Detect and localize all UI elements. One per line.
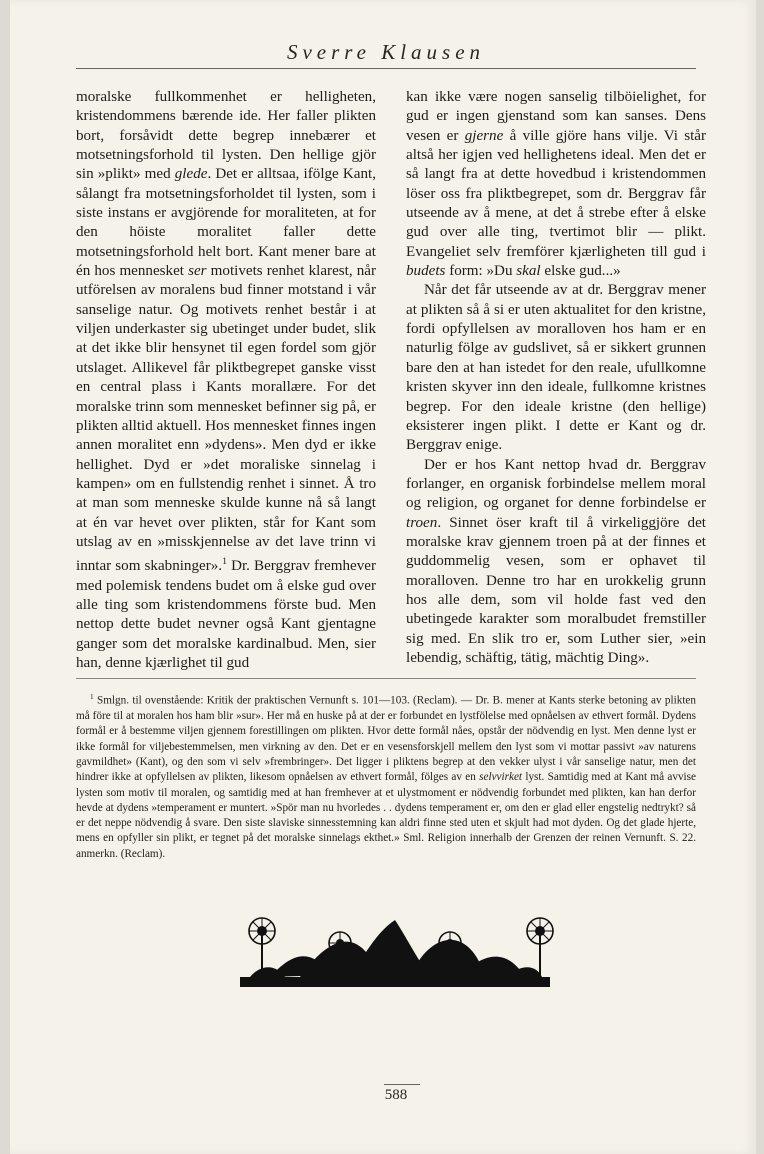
paragraph — [406, 281, 706, 455]
text-run: . Sinnet öser kraft til å virkeliggjöre det moralske krav gjennem troen på at der finnes et guddommelig vesen, som er ophavet til moralloven. Denne tro har en urokkelig grunn hos alle dem, som vil holde fast ved den ubetingede karakter som moralbudet fremstiller sig med. En slik tro er, som Luther sier, »ein lebendig, schäftig, tätig, mächtig Ding». — [406, 514, 706, 666]
text-run: lyst. Samtidig med at Kant må avvise lysten som motiv til moralen, og samtidig med at han fremhever at et ulystmoment er nödvendig forbundet med plikten, kan han derfor hevde at dydens »temperament er muntert. »Spör man nu hvorledes . . dydens temperament er, om den er glad eller engstelig nedtrykt? så er det neppe nödvendig å svare. Den siste slaviske sinnesstemning kan aldri finne sted uten et skjult had mot dyden. Og det glade hjerte, mens en opfyller sin plikt, er tegnet på det moralske sinnelags ekthet.» Sml. Religion innerhalb der Grenzen der reinen Vernunft. S. 22. anmerkn. (Reclam). — [76, 771, 696, 860]
header-rule — [76, 68, 696, 69]
footnote-paragraph — [76, 690, 696, 862]
text-run: moralske fullkommenhet er helligheten, kristendommens bærende ide. Her faller plikten bort, forsåvidt dette begrep innebærer et motsetningsforhold til lysten. Den hellige gjör sin »plikt» med — [76, 89, 376, 183]
emphasis-text: ser — [188, 263, 207, 280]
text-run: Dr. Berggrav fremhever med polemisk tendens budet om å elske gud over alle ting som kristendommens förste bud. Men nettop dette budet nevner også Kant gjentagne ganger som det moralske kardinalbud. Men, sier han, denne kjærlighet til gud — [76, 558, 376, 671]
emphasis-text: skal — [516, 263, 541, 280]
page-number: 588 — [384, 1087, 408, 1103]
footnote-marker: 1 — [222, 556, 227, 568]
text-run: Smlgn. til ovenstående: Kritik der praktischen Vernunft s. 101—103. (Reclam). — Dr. B. mener at Kants sterke betoning av plikten må före til at moralen hos ham blir »sur». Her må en huske på at der er forbundet en lystfölelse med opnåelsen av ethvert formål. Dydens formål er å bestemme viljen gjennem forestillingen om plikten. Hvor dette formål nåes, opstår der nödvendig en lyst. Men denne lyst er ikke formål for viljebestemmelsen, men virkning av den. Det er en vesensforskjell mellem den lyst som vi mottar passivt »av naturens gavmildhet» (Kant), og den som vi selv »frembringer». Det ligger i pliktens begrep at den vekker ulyst i vår sanselige natur, men det hindrer ikke at opfyllelsen av plikten, likesom opnåelsen av ethvert formål, fölges av en — [76, 694, 696, 784]
emphasis-text: budets — [406, 263, 446, 280]
running-header: Sverre Klausen — [286, 40, 486, 64]
footnote-rule — [76, 678, 696, 679]
ornament-ground — [240, 977, 550, 987]
dandelion-vignette-icon — [230, 915, 560, 1000]
right-column — [406, 88, 706, 668]
paragraph — [406, 88, 706, 281]
text-run: motivets renhet klarest, når utförelsen av moralens bud finner motstand i vår sanselige natur. Og motivets renhet består i at viljen underkaster sig ubetinget under budet, slik at det ikke blir hensynet til egen fordel som gjör utslaget. Allikevel får pliktbegrepet ganske visst en central plass i Kants morallære. For det moralske trinn som mennesket befinner sig på, er plikten alltid aktuell. Hos mennesket finnes ingen annen moralitet enn »dydens». Men dyd er ikke hellighet. Dyd er »det moraliske sinnelag i kampen» om en fullstendig renhet i sinnet. Å tro at man som menneske skulde kunne nå så langt at én var hevet over plikten, står for Kant som utslag av en »misskjennelse av det lave trinn vi inntar som skabninger». — [76, 263, 376, 575]
emphasis-text: gjerne — [464, 127, 504, 144]
paragraph — [76, 88, 376, 673]
book-page — [10, 0, 756, 1154]
text-run: form: »Du — [445, 263, 517, 280]
emphasis-text: selvvirket — [479, 771, 523, 784]
page-number-rule — [384, 1084, 420, 1085]
emphasis-text: troen — [406, 514, 438, 531]
text-run: Der er hos Kant nettop hvad dr. Berggrav forlanger, en organisk forbindelse mellem moral og religion, og organet for denne forbindelse er — [406, 456, 706, 512]
emphasis-text: glede — [174, 166, 208, 183]
text-run: . Det er alltsaa, ifölge Kant, sålangt fra motsetningsforholdet til lysten, som i siste instans er avgjörende for moraliteten, at for den höiste moralitet faller dette motsetningsforhold helt bort. Kant mener bare at én hos mennesket — [76, 166, 376, 280]
text-run: kan ikke være nogen sanselig tilböielighet, for gud er ingen gjenstand som kan sanses. Dens vesen er — [406, 89, 706, 144]
text-run: Når det får utseende av at dr. Berggrav mener at plikten så å si er uten aktualitet for den kristne, fordi opfyllelsen av moralloven hos ham er en naturlig fölge av gudslivet, så er sikkert grunnen bare den at han istedet for den reale, ufullkomne kristen skyver inn den ideale, fullkomne kristnes begrep. For den ideale kristne (den hellige) eksisterer ingen plikt. I dette er Kant og dr. Berggrav enige. — [406, 282, 706, 454]
left-column — [76, 88, 376, 673]
footnote-marker: 1 — [90, 693, 94, 701]
text-run: elske gud...» — [540, 263, 621, 280]
footnote — [76, 690, 696, 862]
paragraph — [406, 456, 706, 669]
text-run: å ville gjöre hans vilje. Vi står altså her igjen ved hellighetens ideal. Men det er så langt fra at dette hovedbud i kristendommen löser oss fra pliktbegrepet, som dr. Berggrav får utseende av å mene, at det å strebe efter å elske gud over alle ting, tvertimot blir — plikt. Evangeliet selv fremförer kjærligheten till gud i — [406, 127, 706, 260]
